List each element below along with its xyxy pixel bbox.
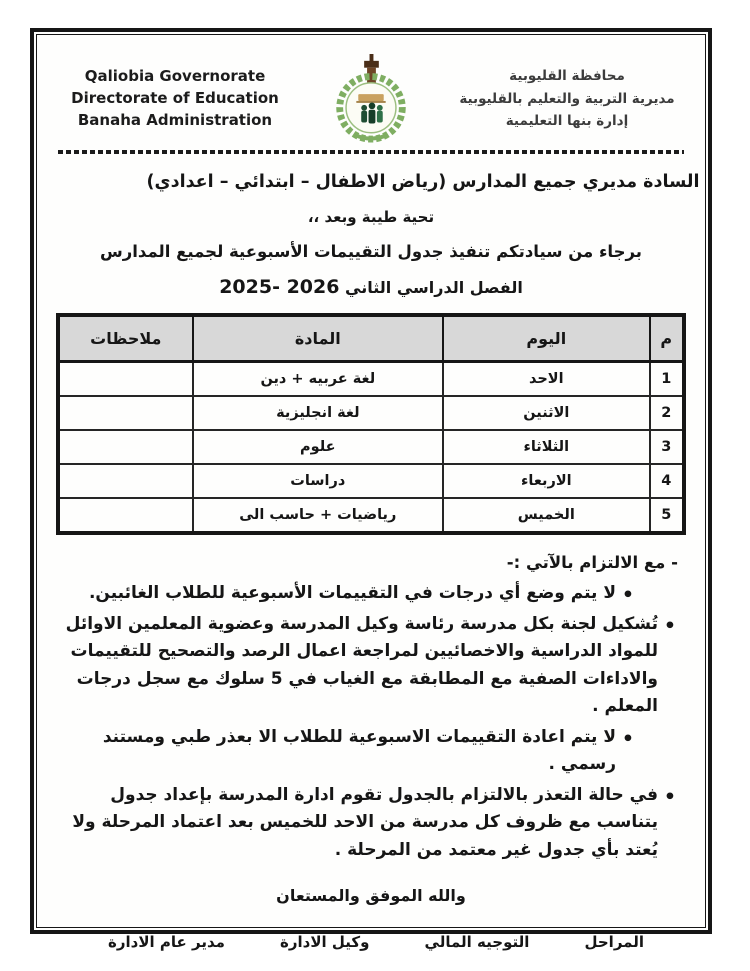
- cell-notes: [58, 498, 193, 533]
- table-row: [58, 430, 684, 464]
- directorate-name-en: Directorate of Education: [71, 89, 279, 108]
- governorate-name-ar: محافظة القليوبية: [509, 67, 625, 84]
- cell-number: 2: [650, 396, 684, 430]
- signature-label-financial-guidance: التوجيه المالي: [424, 933, 530, 952]
- compliance-bullet-list: [56, 580, 686, 864]
- table-row: [58, 396, 684, 430]
- education-directorate-emblem-logo: [312, 54, 430, 144]
- signature-label-general-director: مدير عام الادارة: [108, 933, 225, 952]
- col-header-notes: ملاحظات: [58, 315, 193, 362]
- table-row: [58, 362, 684, 397]
- greeting-line: تحية طيبة وبعد ،،: [307, 208, 435, 226]
- term-line: [56, 276, 686, 298]
- col-header-subject: المادة: [193, 315, 443, 362]
- cell-subject: لغة عربيه + دين: [193, 362, 443, 397]
- cell-notes: [58, 430, 193, 464]
- cell-number: 1: [650, 362, 684, 397]
- cell-number: 4: [650, 464, 684, 498]
- col-header-day: اليوم: [443, 315, 650, 362]
- signature-label-deputy-administration: وكيل الادارة: [280, 933, 370, 952]
- cell-day: الاربعاء: [443, 464, 650, 498]
- cell-day: الثلاثاء: [443, 430, 650, 464]
- bullet-item: • لا يتم اعادة التقييمات الاسبوعية للطلاب الا بعذر طبي ومستند رسمي .: [60, 724, 634, 779]
- term-text: الفصل الدراسي الثاني: [345, 278, 523, 297]
- document-page-frame: [30, 28, 712, 952]
- governorate-name-en: Qaliobia Governorate: [84, 67, 266, 86]
- request-line: برجاء من سيادتكم تنفيذ جدول التقييمات الأسبوعية لجميع المدارس: [100, 242, 642, 261]
- letterhead-arabic: [448, 65, 686, 134]
- cell-notes: [58, 396, 193, 430]
- weekly-evaluation-schedule-table: [56, 313, 686, 535]
- compliance-heading: - مع الالتزام بالآتي :-: [506, 553, 678, 572]
- term-years: 2025- 2026: [219, 276, 340, 298]
- letter-body: [56, 172, 700, 298]
- administration-name-en: Banaha Administration: [77, 110, 273, 129]
- cell-number: 5: [650, 498, 684, 533]
- table-header-row: [58, 315, 684, 362]
- cell-day: الاحد: [443, 362, 650, 397]
- cell-subject: علوم: [193, 430, 443, 464]
- recipients-line: السادة مديري جميع المدارس (رياض الاطفال – ابتدائي – اعدادي): [146, 172, 700, 192]
- bullet-item: • تُشكيل لجنة بكل مدرسة رئاسة وكيل المدرسة وعضوية المعلمين الاوائل للمواد الدراسية والاخصائيين لمراجعة اعمال الرصد والتصحيح للتقييمات والاداءات الصفية مع المطابقة مع الغياب في 5 سلوك مع سجل درجات المعلم .: [60, 611, 676, 721]
- letterhead: [56, 54, 686, 144]
- col-header-number: م: [650, 315, 684, 362]
- cell-day: الاثنين: [443, 396, 650, 430]
- table-row: [58, 464, 684, 498]
- closing-line: والله الموفق والمستعان: [276, 886, 466, 906]
- cell-day: الخميس: [443, 498, 650, 533]
- bullet-item: • في حالة التعذر بالالتزام بالجدول تقوم ادارة المدرسة بإعداد جدول يتناسب مع ظروف كل مدرسة من الاحد للخميس بعد اعتماد المرحلة ولا يُعتد بأي جدول غير معتمد من المرحلة .: [60, 782, 676, 865]
- cell-notes: [58, 362, 193, 397]
- table-row: [58, 498, 684, 533]
- dashed-divider: [58, 150, 684, 154]
- cell-number: 3: [650, 430, 684, 464]
- directorate-name-ar: مديرية التربية والتعليم بالقليوبية: [459, 90, 675, 107]
- cell-notes: [58, 464, 193, 498]
- letterhead-english: [56, 66, 294, 131]
- signature-row: [56, 933, 686, 951]
- cell-subject: لغة انجليزية: [193, 396, 443, 430]
- bullet-item: • لا يتم وضع أي درجات في التقييمات الأسبوعية للطلاب الغائبين.: [60, 580, 634, 608]
- cell-subject: دراسات: [193, 464, 443, 498]
- administration-name-ar: إدارة بنها التعليمية: [505, 113, 629, 130]
- signature-label-stages: المراحل: [584, 933, 644, 952]
- cell-subject: رياضيات + حاسب الى: [193, 498, 443, 533]
